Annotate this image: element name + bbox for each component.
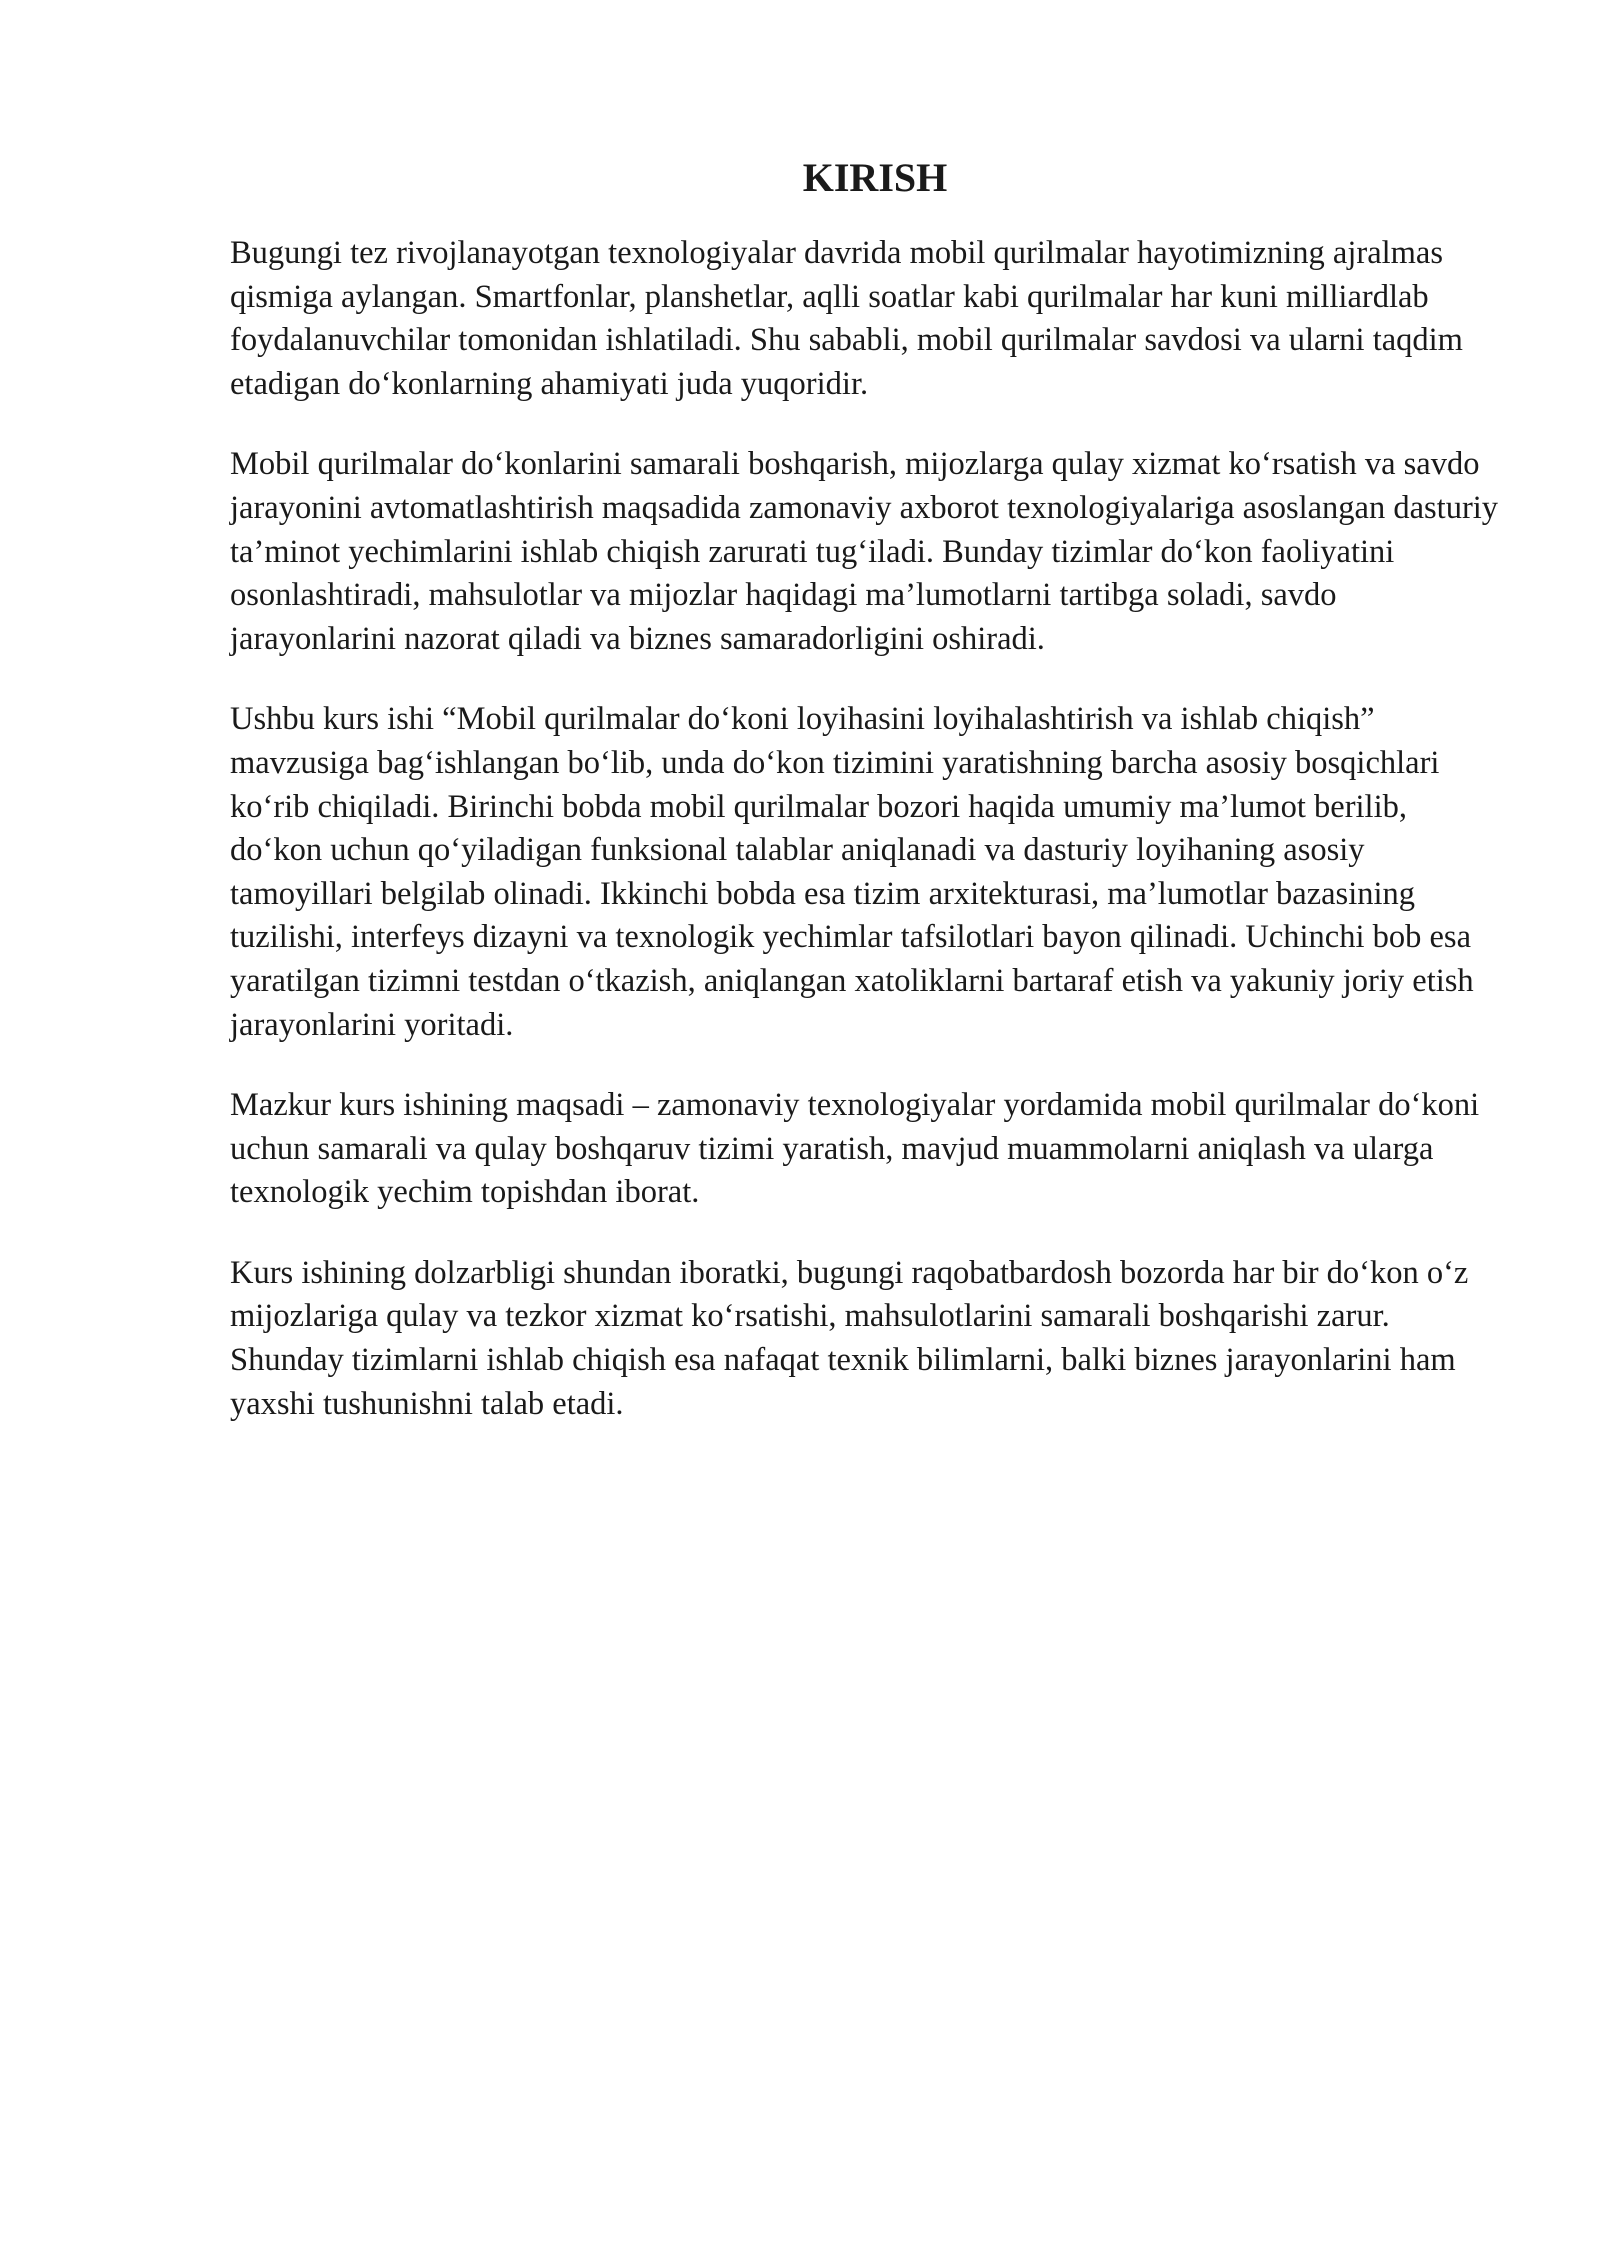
page-title: KIRISH [802,155,948,200]
paragraph-store-management: Mobil qurilmalar do‘konlarini samarali boshqarish, mijozlarga qulay xizmat ko‘rsatish va savdo jarayonini avtomatlashtirish maqsadida zamonaviy axborot texnologiyalariga asoslangan dasturiy ta’minot yechimlarini ishlab chiqish zarurati tug‘iladi. Bunday tizimlar do‘kon faoliyatini osonlashtiradi, mahsulotlar va mijozlar haqidagi ma’lumotlarni tartibga soladi, savdo jarayonlarini nazorat qiladi va biznes samaradorligini oshiradi. [230,446,1499,657]
paragraph-intro: Bugungi tez rivojlanayotgan texnologiyalar davrida mobil qurilmalar hayotimizning ajralmas qismiga aylangan. Smartfonlar, planshetlar, aqlli soatlar kabi qurilmalar har kuni milliardlab foydalanuvchilar tomonidan ishlatiladi. Shu sababli, mobil qurilmalar savdosi va ularni taqdim etadigan do‘konlarning ahamiyati juda yuqoridir. [230,235,1463,402]
paragraph-course-structure: Ushbu kurs ishi “Mobil qurilmalar do‘koni loyihasini loyihalashtirish va ishlab chiqish” mavzusiga bag‘ishlangan bo‘lib, unda do‘kon tizimini yaratishning barcha asosiy bosqichlari ko‘rib chiqiladi. Birinchi bobda mobil qurilmalar bozori haqida umumiy ma’lumot berilib, do‘kon uchun qo‘yiladigan funksional talablar aniqlanadi va dasturiy loyihaning asosiy tamoyillari belgilab olinadi. Ikkinchi bobda esa tizim arxitekturasi, ma’lumotlar bazasining tuzilishi, interfeys dizayni va texnologik yechimlar tafsilotlari bayon qilinadi. Uchinchi bob esa yaratilgan tizimni testdan o‘tkazish, aniqlangan xatoliklarni bartaraf etish va yakuniy joriy etish jarayonlarini yoritadi. [230,701,1474,1043]
document-body [230,150,1500,1463]
paragraph-relevance: Kurs ishining dolzarbligi shundan iboratki, bugungi raqobatbardosh bozorda har bir do‘kon o‘z mijozlariga qulay va tezkor xizmat ko‘rsatishi, mahsulotlarini samarali boshqarishi zarur. Shunday tizimlarni ishlab chiqish esa nafaqat texnik bilimlarni, balki biznes jarayonlarini ham yaxshi tushunishni talab etadi. [230,1254,1469,1422]
paragraph-goal: Mazkur kurs ishining maqsadi – zamonaviy texnologiyalar yordamida mobil qurilmalar do‘koni uchun samarali va qulay boshqaruv tizimi yaratish, mavjud muammolarni aniqlash va ularga texnologik yechim topishdan iborat. [230,1087,1480,1211]
